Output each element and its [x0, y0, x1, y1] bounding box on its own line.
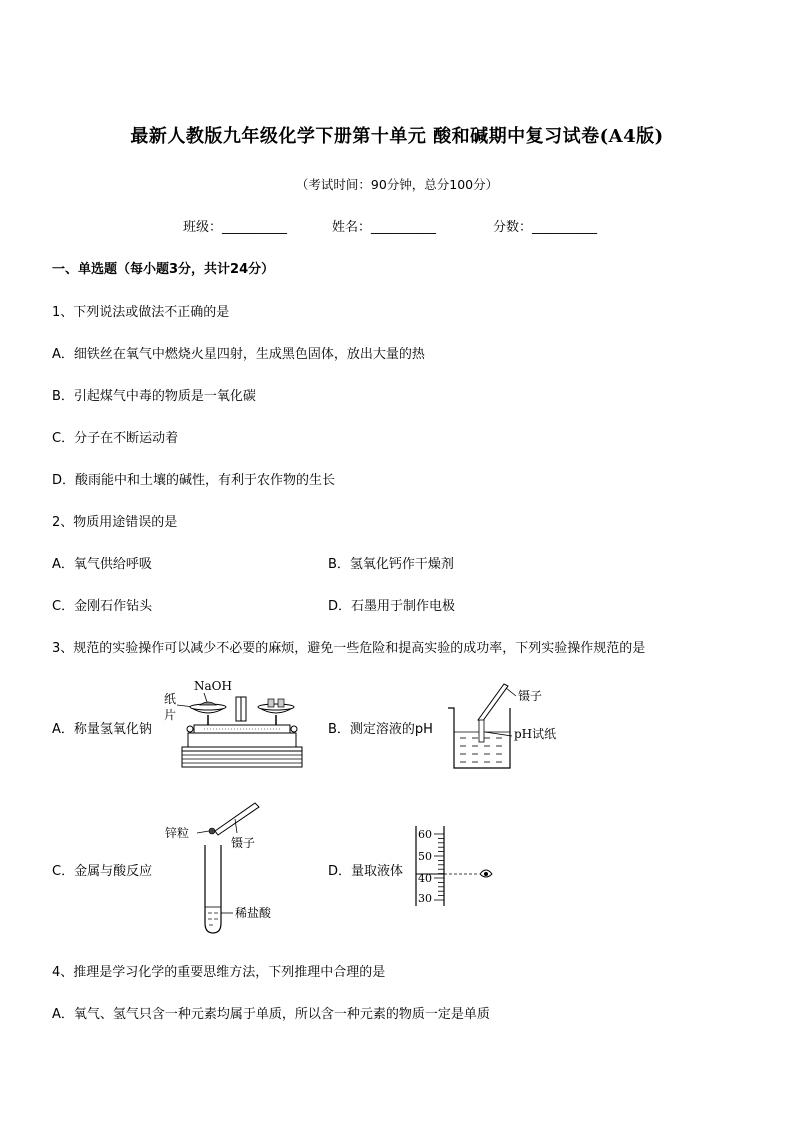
q1-option-a: A．细铁丝在氧气中燃烧火星四射，生成黑色固体，放出大量的热	[52, 347, 425, 362]
q2-option-a: A．氧气供给呼吸	[52, 557, 152, 572]
name-label: 姓名：	[332, 220, 372, 235]
tick-60: 60	[418, 828, 432, 841]
tick-50: 50	[418, 850, 432, 863]
naoh-label: NaOH	[194, 679, 232, 693]
exam-subtitle: （考试时间：90分钟，总分100分）	[295, 177, 499, 192]
tick-40: 40	[418, 872, 432, 885]
section-heading: 一、单选题（每小题3分，共计24分）	[52, 262, 275, 277]
class-blank: __________	[222, 220, 288, 235]
tick-30: 30	[418, 892, 432, 905]
exam-title: 最新人教版九年级化学下册第十单元 酸和碱期中复习试卷(A4版)	[130, 126, 664, 147]
eye-icon	[480, 870, 492, 877]
q3-option-a: A．称量氢氧化钠	[52, 722, 152, 737]
q1-option-c: C．分子在不断运动着	[52, 431, 179, 446]
class-field	[183, 216, 287, 235]
score-label: 分数：	[493, 220, 533, 235]
score-field	[493, 216, 597, 235]
q3-option-b: B．测定溶液的pH	[328, 722, 433, 737]
q1-option-b: B．引起煤气中毒的物质是一氧化碳	[52, 389, 256, 404]
ph-paper-label: pH试纸	[514, 727, 557, 741]
tweezers-label-c: 镊子	[231, 836, 256, 850]
q3-option-d: D．量取液体	[328, 864, 404, 879]
paper-label-2: 片	[164, 708, 177, 722]
tweezers-label: 镊子	[518, 689, 543, 703]
name-field	[332, 216, 436, 235]
q4-stem: 4、推理是学习化学的重要思维方法，下列推理中合理的是	[52, 965, 386, 980]
q2-stem: 2、物质用途错误的是	[52, 515, 178, 530]
q1-option-d: D．酸雨能中和土壤的碱性，有利于农作物的生长	[52, 473, 336, 488]
acid-label: 稀盐酸	[235, 906, 272, 920]
paper-label-1: 纸	[164, 692, 177, 706]
zinc-acid-figure	[163, 795, 303, 940]
q3-option-c: C．金属与酸反应	[52, 864, 153, 879]
q2-option-d: D．石墨用于制作电极	[328, 599, 456, 614]
balance-figure	[160, 675, 310, 775]
q1-stem: 1、下列说法或做法不正确的是	[52, 305, 230, 320]
q2-option-b: B．氢氧化钙作干燥剂	[328, 557, 454, 572]
class-label: 班级：	[183, 220, 223, 235]
score-blank: __________	[532, 220, 598, 235]
q3-stem: 3、规范的实验操作可以减少不必要的麻烦，避免一些危险和提高实验的成功率，下列实验操作规范的是	[52, 641, 646, 656]
q4-option-a: A．氧气、氢气只含一种元素均属于单质，所以含一种元素的物质一定是单质	[52, 1007, 490, 1022]
zinc-label: 锌粒	[165, 826, 190, 840]
cylinder-figure	[410, 822, 500, 910]
ph-test-figure	[440, 680, 570, 775]
name-blank: __________	[371, 220, 437, 235]
q2-option-c: C．金刚石作钻头	[52, 599, 153, 614]
